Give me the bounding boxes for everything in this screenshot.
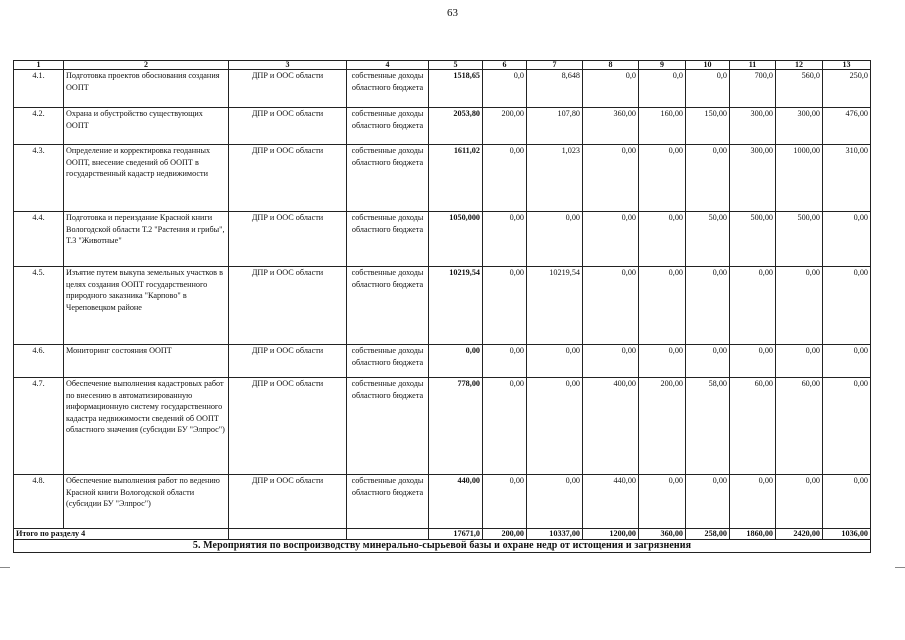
row-year-value: 0,00 xyxy=(823,378,871,475)
row-year-value: 500,00 xyxy=(730,212,776,267)
row-year-value: 500,00 xyxy=(776,212,823,267)
row-total-value: 1050,000 xyxy=(429,212,483,267)
row-year-value: 0,0 xyxy=(483,70,527,108)
row-year-value: 0,00 xyxy=(527,475,583,529)
row-year-value: 200,00 xyxy=(639,378,686,475)
row-year-value: 0,00 xyxy=(483,267,527,345)
row-number: 4.5. xyxy=(14,267,64,345)
row-number: 4.2. xyxy=(14,108,64,145)
row-year-value: 476,00 xyxy=(823,108,871,145)
total-value: 10337,00 xyxy=(527,529,583,540)
row-year-value: 0,00 xyxy=(527,345,583,378)
row-year-value: 0,00 xyxy=(583,345,639,378)
row-year-value: 0,00 xyxy=(483,378,527,475)
row-year-value: 8,648 xyxy=(527,70,583,108)
row-year-value: 400,00 xyxy=(583,378,639,475)
row-year-value: 0,00 xyxy=(639,267,686,345)
row-executor: ДПР и ООС области xyxy=(229,108,347,145)
column-header: 10 xyxy=(686,61,730,70)
row-year-value: 0,00 xyxy=(686,267,730,345)
row-activity-name: Изъятие путем выкупа земельных участков в целях создания ООПТ государственного природного заказника "Карпово" в Череповецком районе xyxy=(64,267,229,345)
row-year-value: 0,00 xyxy=(823,267,871,345)
total-value: 200,00 xyxy=(483,529,527,540)
row-number: 4.4. xyxy=(14,212,64,267)
table-row xyxy=(14,267,871,345)
column-header: 1 xyxy=(14,61,64,70)
row-total-value: 440,00 xyxy=(429,475,483,529)
row-year-value: 50,00 xyxy=(686,212,730,267)
column-number-row xyxy=(14,61,871,70)
row-total-value: 0,00 xyxy=(429,345,483,378)
row-year-value: 0,00 xyxy=(483,345,527,378)
row-funding-source: собственные доходы областного бюджета xyxy=(347,70,429,108)
row-year-value: 0,00 xyxy=(583,267,639,345)
row-year-value: 300,00 xyxy=(730,108,776,145)
row-year-value: 0,00 xyxy=(776,475,823,529)
table-row xyxy=(14,475,871,529)
row-year-value: 0,00 xyxy=(527,378,583,475)
row-year-value: 1,023 xyxy=(527,145,583,212)
column-header: 9 xyxy=(639,61,686,70)
total-value: 1860,00 xyxy=(730,529,776,540)
edge-mark-left xyxy=(0,567,10,568)
table-row xyxy=(14,345,871,378)
row-number: 4.6. xyxy=(14,345,64,378)
row-year-value: 0,00 xyxy=(483,145,527,212)
row-year-value: 10219,54 xyxy=(527,267,583,345)
row-year-value: 0,00 xyxy=(639,475,686,529)
row-funding-source: собственные доходы областного бюджета xyxy=(347,267,429,345)
row-year-value: 300,00 xyxy=(776,108,823,145)
row-year-value: 0,00 xyxy=(730,345,776,378)
row-funding-source: собственные доходы областного бюджета xyxy=(347,108,429,145)
row-year-value: 0,0 xyxy=(686,70,730,108)
row-funding-source: собственные доходы областного бюджета xyxy=(347,212,429,267)
row-year-value: 200,00 xyxy=(483,108,527,145)
row-year-value: 0,00 xyxy=(483,475,527,529)
edge-mark-right xyxy=(895,567,905,568)
column-header: 5 xyxy=(429,61,483,70)
row-activity-name: Подготовка и переиздание Красной книги Вологодской области Т.2 "Растения и грибы", Т.3 "Животные" xyxy=(64,212,229,267)
row-year-value: 107,80 xyxy=(527,108,583,145)
column-header: 8 xyxy=(583,61,639,70)
row-year-value: 150,00 xyxy=(686,108,730,145)
row-total-value: 778,00 xyxy=(429,378,483,475)
row-year-value: 360,00 xyxy=(583,108,639,145)
row-year-value: 0,00 xyxy=(686,345,730,378)
row-executor: ДПР и ООС области xyxy=(229,475,347,529)
total-value: 1200,00 xyxy=(583,529,639,540)
table-row xyxy=(14,145,871,212)
row-number: 4.1. xyxy=(14,70,64,108)
row-activity-name: Определение и корректировка геоданных ООПТ, внесение сведений об ООПТ в государственный кадастр недвижимости xyxy=(64,145,229,212)
row-year-value: 0,00 xyxy=(730,267,776,345)
row-activity-name: Мониторинг состояния ООПТ xyxy=(64,345,229,378)
row-year-value: 250,0 xyxy=(823,70,871,108)
column-header: 12 xyxy=(776,61,823,70)
section-heading-row xyxy=(14,540,871,553)
page-number: 63 xyxy=(447,7,458,19)
row-activity-name: Охрана и обустройство существующих ООПТ xyxy=(64,108,229,145)
row-executor: ДПР и ООС области xyxy=(229,345,347,378)
row-year-value: 60,00 xyxy=(730,378,776,475)
row-year-value: 0,0 xyxy=(583,70,639,108)
row-year-value: 300,00 xyxy=(730,145,776,212)
row-year-value: 0,00 xyxy=(583,212,639,267)
row-year-value: 0,00 xyxy=(639,212,686,267)
total-label: Итого по разделу 4 xyxy=(14,529,229,540)
row-total-value: 1518,65 xyxy=(429,70,483,108)
row-year-value: 160,00 xyxy=(639,108,686,145)
section-total-row xyxy=(14,529,871,540)
row-year-value: 60,00 xyxy=(776,378,823,475)
total-value: 2420,00 xyxy=(776,529,823,540)
row-year-value: 560,0 xyxy=(776,70,823,108)
row-executor: ДПР и ООС области xyxy=(229,145,347,212)
row-year-value: 0,00 xyxy=(483,212,527,267)
row-total-value: 1611,02 xyxy=(429,145,483,212)
column-header: 6 xyxy=(483,61,527,70)
total-empty-cell xyxy=(229,529,347,540)
row-number: 4.8. xyxy=(14,475,64,529)
table-row xyxy=(14,378,871,475)
table-row xyxy=(14,212,871,267)
row-funding-source: собственные доходы областного бюджета xyxy=(347,145,429,212)
total-empty-cell xyxy=(347,529,429,540)
column-header: 3 xyxy=(229,61,347,70)
row-year-value: 1000,00 xyxy=(776,145,823,212)
row-year-value: 700,0 xyxy=(730,70,776,108)
row-activity-name: Обеспечение выполнения работ по ведению Красной книги Вологодской области (субсидии БУ "Элпрос") xyxy=(64,475,229,529)
row-executor: ДПР и ООС области xyxy=(229,212,347,267)
row-executor: ДПР и ООС области xyxy=(229,267,347,345)
table-row xyxy=(14,70,871,108)
column-header: 7 xyxy=(527,61,583,70)
row-year-value: 0,00 xyxy=(686,475,730,529)
column-header: 2 xyxy=(64,61,229,70)
row-year-value: 310,00 xyxy=(823,145,871,212)
row-funding-source: собственные доходы областного бюджета xyxy=(347,345,429,378)
row-funding-source: собственные доходы областного бюджета xyxy=(347,378,429,475)
row-year-value: 0,00 xyxy=(823,475,871,529)
row-activity-name: Обеспечение выполнения кадастровых работ по внесению в автоматизированную информационную систему государственного кадастра недвижимости сведений об ООПТ областного значения (субсидии БУ "Элпрос") xyxy=(64,378,229,475)
total-value: 17671,0 xyxy=(429,529,483,540)
row-year-value: 0,00 xyxy=(776,345,823,378)
row-year-value: 58,00 xyxy=(686,378,730,475)
table-row xyxy=(14,108,871,145)
row-year-value: 0,00 xyxy=(823,212,871,267)
row-year-value: 0,00 xyxy=(583,145,639,212)
column-header: 4 xyxy=(347,61,429,70)
row-total-value: 2053,80 xyxy=(429,108,483,145)
row-year-value: 0,00 xyxy=(639,345,686,378)
total-value: 1036,00 xyxy=(823,529,871,540)
row-funding-source: собственные доходы областного бюджета xyxy=(347,475,429,529)
row-year-value: 0,00 xyxy=(776,267,823,345)
budget-table xyxy=(13,60,871,553)
section-heading: 5. Мероприятия по воспроизводству минерально-сырьевой базы и охране недр от истощения и загрязнения xyxy=(14,540,871,553)
row-year-value: 0,00 xyxy=(730,475,776,529)
row-year-value: 0,0 xyxy=(639,70,686,108)
row-year-value: 0,00 xyxy=(686,145,730,212)
column-header: 13 xyxy=(823,61,871,70)
row-year-value: 440,00 xyxy=(583,475,639,529)
row-executor: ДПР и ООС области xyxy=(229,378,347,475)
total-value: 360,00 xyxy=(639,529,686,540)
row-activity-name: Подготовка проектов обоснования создания ООПТ xyxy=(64,70,229,108)
row-year-value: 0,00 xyxy=(823,345,871,378)
row-year-value: 0,00 xyxy=(527,212,583,267)
row-total-value: 10219,54 xyxy=(429,267,483,345)
column-header: 11 xyxy=(730,61,776,70)
row-year-value: 0,00 xyxy=(639,145,686,212)
row-number: 4.3. xyxy=(14,145,64,212)
row-number: 4.7. xyxy=(14,378,64,475)
row-executor: ДПР и ООС области xyxy=(229,70,347,108)
total-value: 258,00 xyxy=(686,529,730,540)
